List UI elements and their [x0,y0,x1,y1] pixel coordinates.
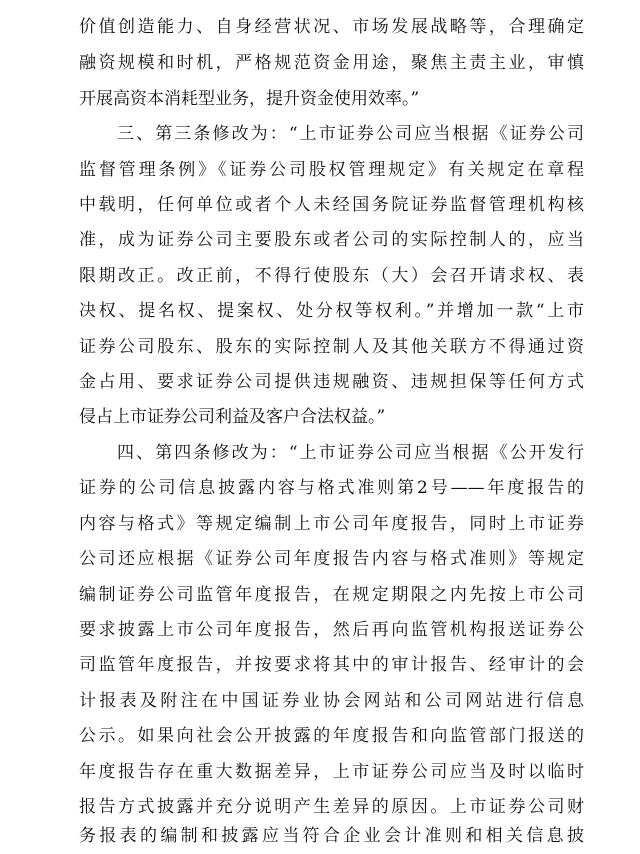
text-line: 公示。如果向社会公开披露的年度报告和向监管部门报送的 [79,726,584,746]
text-line: 年度报告存在重大数据差异，上市证券公司应当及时以临时 [79,762,584,782]
text-line: 开展高资本消耗型业务，提升资金使用效率。” [79,89,420,109]
text-line: 决权、提名权、提案权、处分权等权利。”并增加一款“上市 [79,301,584,321]
text-line: 中载明，任何单位或者个人未经国务院证券监督管理机构核 [79,195,584,215]
text-line: 证券公司股东、股东的实际控制人及其他关联方不得通过资 [79,337,584,357]
text-line: 务报表的编制和披露应当符合企业会计准则和相关信息披 [79,826,584,846]
text-line: 编制证券公司监管年度报告，在规定期限之内先按上市公司 [79,585,584,605]
text-line: 司监管年度报告，并按要求将其中的审计报告、经审计的会 [79,655,584,675]
text-line: 侵占上市证券公司利益及客户合法权益。” [79,407,386,427]
text-line: 准，成为证券公司主要股东或者公司的实际控制人的，应当 [79,230,584,250]
text-line: 限期改正。改正前，不得行使股东（大）会召开请求权、表 [79,266,584,286]
text-line: 计报表及附注在中国证券业协会网站和公司网站进行信息 [79,691,584,711]
text-line: 监督管理条例》《证券公司股权管理规定》有关规定在章程 [79,160,584,180]
paragraph-heading-line: 三、第三条修改为：“上市证券公司应当根据《证券公司 [117,124,584,144]
text-line: 价值创造能力、自身经营状况、市场发展战略等，合理确定 [79,17,584,37]
text-line: 内容与格式》等规定编制上市公司年度报告，同时上市证券 [79,514,584,534]
text-line: 要求披露上市公司年度报告，然后再向监管机构报送证券公 [79,620,584,640]
text-line: 证券的公司信息披露内容与格式准则第2号——年度报告的 [79,478,584,498]
text-line: 金占用、要求证券公司提供违规融资、违规担保等任何方式 [79,372,584,392]
paragraph-heading-line: 四、第四条修改为：“上市证券公司应当根据《公开发行 [117,443,584,463]
text-line: 公司还应根据《证券公司年度报告内容与格式准则》等规定 [79,549,584,569]
text-line: 报告方式披露并充分说明产生差异的原因。上市证券公司财 [79,797,584,817]
text-line: 融资规模和时机，严格规范资金用途，聚焦主责主业，审慎 [79,53,584,73]
